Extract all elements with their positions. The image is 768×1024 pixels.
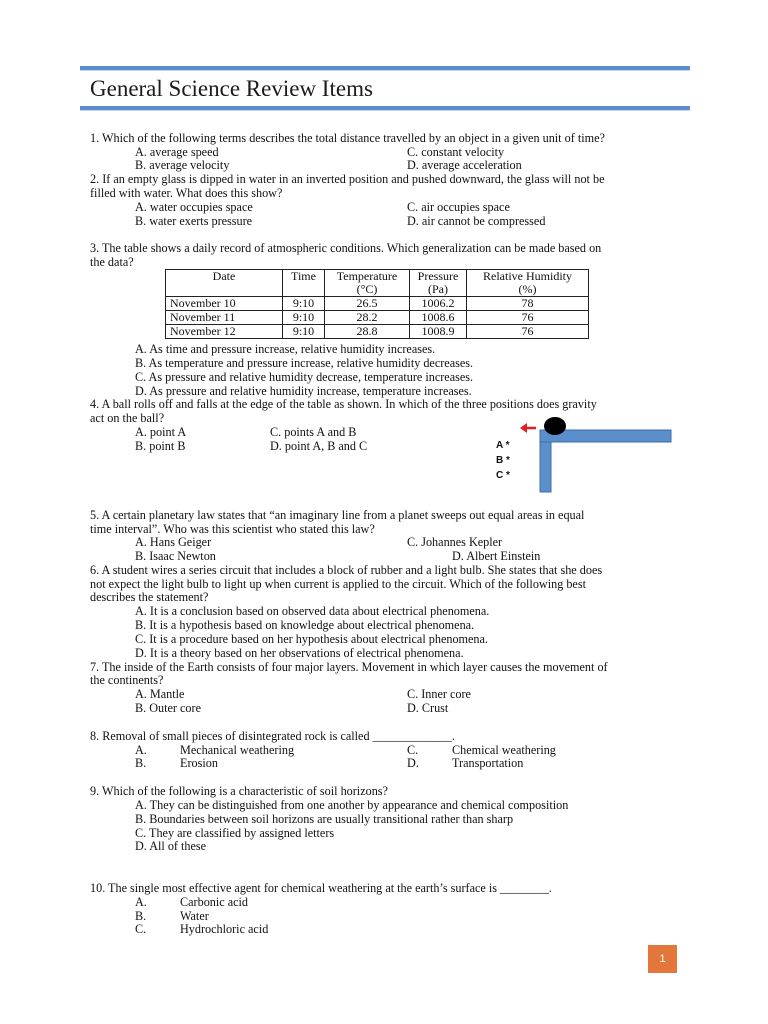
q3-stem-line2: the data? (90, 255, 134, 269)
q1-option-b: B. average velocity (135, 158, 230, 172)
q7-stem-line2: the continents? (90, 673, 164, 687)
position-label-a: A * (496, 440, 510, 451)
table-leg (540, 442, 551, 492)
cell-humidity: 76 (467, 325, 589, 339)
q5-option-c: C. Johannes Kepler (407, 535, 503, 549)
q6-option-d: D. It is a theory based on her observations of electrical phenomena. (135, 646, 464, 660)
q1-option-a: A. average speed (135, 145, 219, 159)
q3-option-d: D. As pressure and relative humidity increase, temperature increases. (135, 384, 472, 398)
table-row (166, 325, 589, 339)
q3-option-b: B. As temperature and pressure increase, relative humidity decreases. (135, 356, 474, 370)
cell-pressure: 1006.2 (410, 297, 467, 311)
q10-option-a: Carbonic acid (180, 895, 249, 909)
q7-option-a: A. Mantle (135, 687, 185, 701)
q8-option-b: Erosion (180, 756, 218, 770)
q10-option-b-letter: B. (135, 909, 147, 923)
cell-pressure: 1008.9 (410, 325, 467, 339)
cell-temperature: 26.5 (325, 297, 410, 311)
cell-humidity: 78 (467, 297, 589, 311)
motion-arrow-head (520, 423, 527, 433)
col-pressure: Pressure (Pa) (410, 270, 467, 297)
q7-option-c: C. Inner core (407, 687, 471, 701)
col-humidity: Relative Humidity (%) (467, 270, 589, 297)
page-number-badge: 1 (648, 945, 677, 973)
table-row (166, 311, 589, 325)
q7-stem-line1: 7. The inside of the Earth consists of four major layers. Movement in which layer causes the movement of (90, 660, 608, 674)
q5-option-a: A. Hans Geiger (135, 535, 212, 549)
q8-option-d-letter: D. (407, 756, 419, 770)
q6-stem-line1: 6. A student wires a series circuit that includes a block of rubber and a light bulb. She states that she does (90, 563, 603, 577)
q10-option-b: Water (180, 909, 209, 923)
q5-stem-line2: time interval”. Who was this scientist who stated this law? (90, 522, 375, 536)
q10-stem: 10. The single most effective agent for chemical weathering at the earth’s surface is ________. (90, 881, 552, 895)
q3-option-c: C. As pressure and relative humidity decrease, temperature increases. (135, 370, 474, 384)
cell-temperature: 28.8 (325, 325, 410, 339)
cell-date: November 11 (166, 311, 283, 325)
q10-option-c: Hydrochloric acid (180, 922, 269, 936)
col-date: Date (166, 270, 283, 297)
q4-option-d: D. point A, B and C (270, 439, 368, 453)
q9-stem: 9. Which of the following is a characteristic of soil horizons? (90, 784, 388, 798)
cell-humidity: 76 (467, 311, 589, 325)
q2-option-b: B. water exerts pressure (135, 214, 253, 228)
col-temperature: Temperature (°C) (325, 270, 410, 297)
q2-stem-line2: filled with water. What does this show? (90, 186, 283, 200)
q5-stem-line1: 5. A certain planetary law states that “an imaginary line from a planet sweeps out equal areas in equal (90, 508, 585, 522)
cell-time: 9:10 (283, 325, 325, 339)
title-underline (80, 106, 690, 111)
q6-option-a: A. It is a conclusion based on observed data about electrical phenomena. (135, 604, 490, 618)
cell-date: November 10 (166, 297, 283, 311)
diagram-svg (490, 415, 680, 497)
q2-option-c: C. air occupies space (407, 200, 510, 214)
q7-option-d: D. Crust (407, 701, 449, 715)
q9-option-b: B. Boundaries between soil horizons are usually transitional rather than sharp (135, 812, 514, 826)
q9-option-a: A. They can be distinguished from one another by appearance and chemical composition (135, 798, 569, 812)
q9-option-d: D. All of these (135, 839, 207, 853)
cell-time: 9:10 (283, 311, 325, 325)
cell-time: 9:10 (283, 297, 325, 311)
q4-option-c: C. points A and B (270, 425, 357, 439)
q6-option-c: C. It is a procedure based on her hypothesis about electrical phenomena. (135, 632, 488, 646)
cell-pressure: 1008.6 (410, 311, 467, 325)
q1-option-d: D. average acceleration (407, 158, 522, 172)
q4-option-b: B. point B (135, 439, 186, 453)
q9-option-c: C. They are classified by assigned letters (135, 826, 335, 840)
q8-option-c-letter: C. (407, 743, 419, 757)
table-ball-diagram (490, 415, 680, 497)
q8-option-a: Mechanical weathering (180, 743, 295, 757)
q8-option-a-letter: A. (135, 743, 147, 757)
q6-stem-line2: not expect the light bulb to light up when current is applied to the circuit. Which of the following best (90, 577, 586, 591)
q8-option-c: Chemical weathering (452, 743, 556, 757)
q8-option-d: Transportation (452, 756, 524, 770)
q1-option-c: C. constant velocity (407, 145, 505, 159)
position-label-b: B * (496, 455, 510, 466)
page-title: General Science Review Items (90, 76, 373, 101)
top-rule (80, 66, 690, 71)
q8-stem: 8. Removal of small pieces of disintegrated rock is called _____________. (90, 729, 455, 743)
cell-date: November 12 (166, 325, 283, 339)
position-label-c: C * (496, 470, 510, 481)
q7-option-b: B. Outer core (135, 701, 201, 715)
q6-option-b: B. It is a hypothesis based on knowledge about electrical phenomena. (135, 618, 475, 632)
q2-option-d: D. air cannot be compressed (407, 214, 546, 228)
q5-option-b: B. Isaac Newton (135, 549, 216, 563)
ball (544, 417, 566, 435)
q8-option-b-letter: B. (135, 756, 147, 770)
q4-stem-line1: 4. A ball rolls off and falls at the edge of the table as shown. In which of the three positions does gravity (90, 397, 597, 411)
q3-stem-line1: 3. The table shows a daily record of atmospheric conditions. Which generalization can be made based on (90, 241, 602, 255)
cell-temperature: 28.2 (325, 311, 410, 325)
col-time: Time (283, 270, 325, 297)
q4-stem-line2: act on the ball? (90, 411, 165, 425)
q2-option-a: A. water occupies space (135, 200, 253, 214)
table-row (166, 297, 589, 311)
q3-option-a: A. As time and pressure increase, relative humidity increases. (135, 342, 436, 356)
q6-stem-line3: describes the statement? (90, 590, 209, 604)
atmospheric-data-table (165, 269, 589, 339)
q4-option-a: A. point A (135, 425, 187, 439)
q2-stem-line1: 2. If an empty glass is dipped in water in an inverted position and pushed downward, the glass will not be (90, 172, 605, 186)
q10-option-a-letter: A. (135, 895, 147, 909)
q1-stem: 1. Which of the following terms describes the total distance travelled by an object in a given unit of time? (90, 131, 605, 145)
q5-option-d: D. Albert Einstein (452, 549, 541, 563)
table-header-row (166, 270, 589, 297)
q10-option-c-letter: C. (135, 922, 147, 936)
